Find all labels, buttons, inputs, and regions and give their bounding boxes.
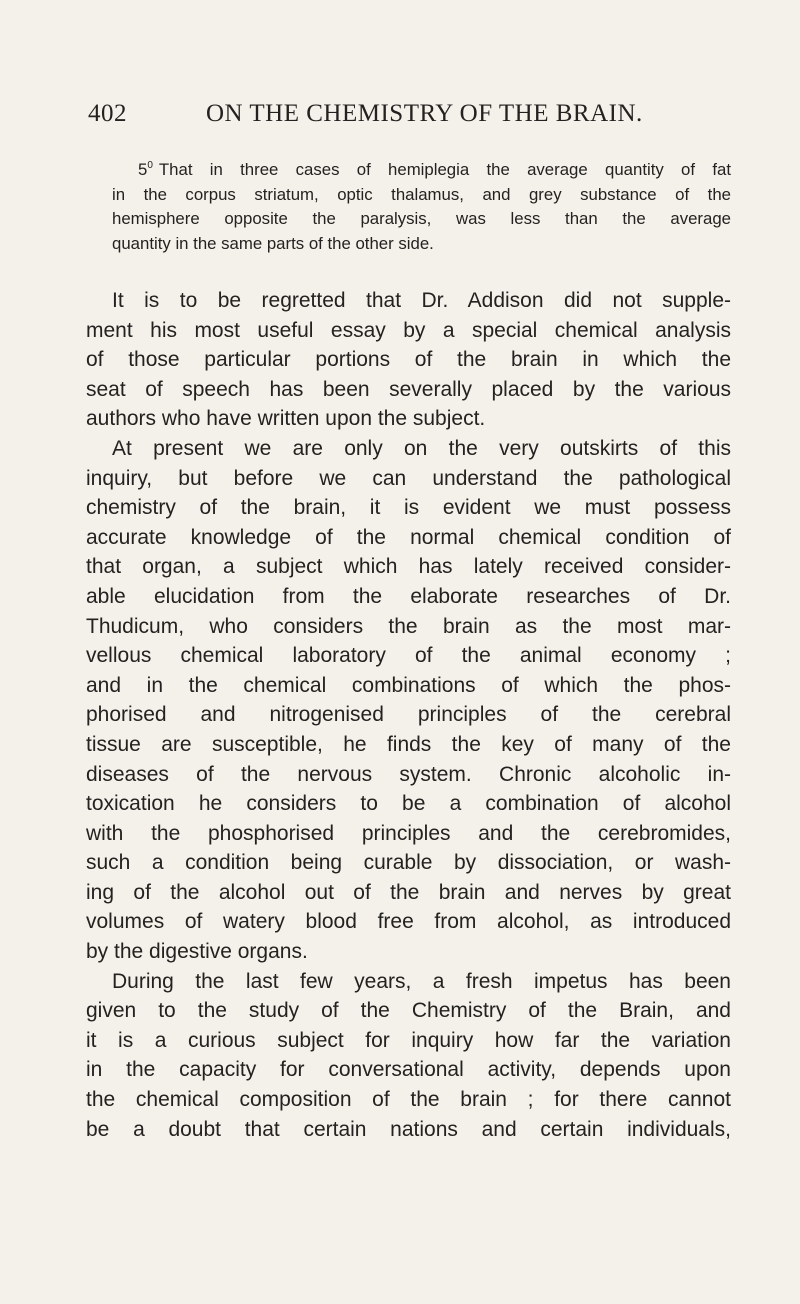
paragraph-line: able elucidation from the elaborate researches of Dr. [86, 584, 731, 608]
finding-text-line: hemisphere opposite the paralysis, was less than the average [112, 209, 731, 228]
paragraph-line: of those particular portions of the brain in which the [86, 348, 731, 372]
numbered-finding-5 [86, 154, 731, 256]
paragraph-line: Thudicum, who considers the brain as the most mar- [86, 614, 731, 638]
paragraph-line: that organ, a subject which has lately received consider- [86, 555, 731, 579]
paragraph-line: seat of speech has been severally placed by the various [86, 377, 731, 401]
paragraph-line: accurate knowledge of the normal chemical condition of [86, 525, 731, 549]
degree-mark: 0 [147, 160, 153, 171]
paragraph-line: in the capacity for conversational activity, depends upon [86, 1058, 731, 1082]
paragraph-line: chemistry of the brain, it is evident we must possess [86, 496, 731, 520]
paragraph-line: with the phosphorised principles and the cerebromides, [86, 821, 731, 845]
page-number: 402 [88, 100, 127, 127]
paragraph-line: ing of the alcohol out of the brain and nerves by great [86, 880, 731, 904]
paragraph-line: It is to be regretted that Dr. Addison did not supple- [112, 289, 731, 312]
paragraph-line: ment his most useful essay by a special chemical analysis [86, 318, 731, 342]
paragraph-line: and in the chemical combinations of which the phos- [86, 673, 731, 697]
finding-text-line: That in three cases of hemiplegia the average quantity of fat [158, 160, 731, 179]
paragraph-line: vellous chemical laboratory of the animal economy ; [86, 644, 731, 668]
paragraph-line: tissue are susceptible, he finds the key of many of the [86, 732, 731, 756]
paragraph-line: volumes of watery blood free from alcohol, as introduced [86, 910, 731, 934]
finding-text-line: quantity in the same parts of the other side. [112, 233, 434, 253]
paragraph-line: given to the study of the Chemistry of the Brain, and [86, 999, 731, 1023]
paragraph-line: toxication he considers to be a combination of alcohol [86, 792, 731, 816]
paragraph-line: it is a curious subject for inquiry how far the variation [86, 1028, 731, 1052]
paragraph-line: At present we are only on the very outskirts of this [112, 436, 731, 460]
paragraph-line: by the digestive organs. [86, 940, 308, 964]
main-text [86, 286, 731, 1144]
finding-number: 5 [138, 160, 148, 179]
running-head: ON THE CHEMISTRY OF THE BRAIN. [206, 100, 643, 127]
paragraph-line: the chemical composition of the brain ; for there cannot [86, 1088, 731, 1112]
paragraph-line: phorised and nitrogenised principles of the cerebral [86, 703, 731, 727]
paragraph-thudicum [86, 434, 731, 967]
finding-line-1 [86, 154, 731, 183]
paragraph-line: such a condition being curable by dissociation, or wash- [86, 851, 731, 875]
paragraph-line: During the last few years, a fresh impetus has been [112, 969, 731, 993]
paragraph-line: authors who have written upon the subject. [86, 407, 486, 431]
page-header [88, 100, 728, 136]
paragraph-line: diseases of the nervous system. Chronic alcoholic in- [86, 762, 731, 786]
paragraph-line: inquiry, but before we can understand the pathological [86, 466, 731, 490]
finding-text-line: in the corpus striatum, optic thalamus, and grey substance of the [112, 184, 731, 204]
paragraph-addison [86, 286, 731, 434]
paragraph-line: be a doubt that certain nations and certain individuals, [86, 1117, 731, 1141]
paragraph-chemistry-of-brain [86, 967, 731, 1145]
